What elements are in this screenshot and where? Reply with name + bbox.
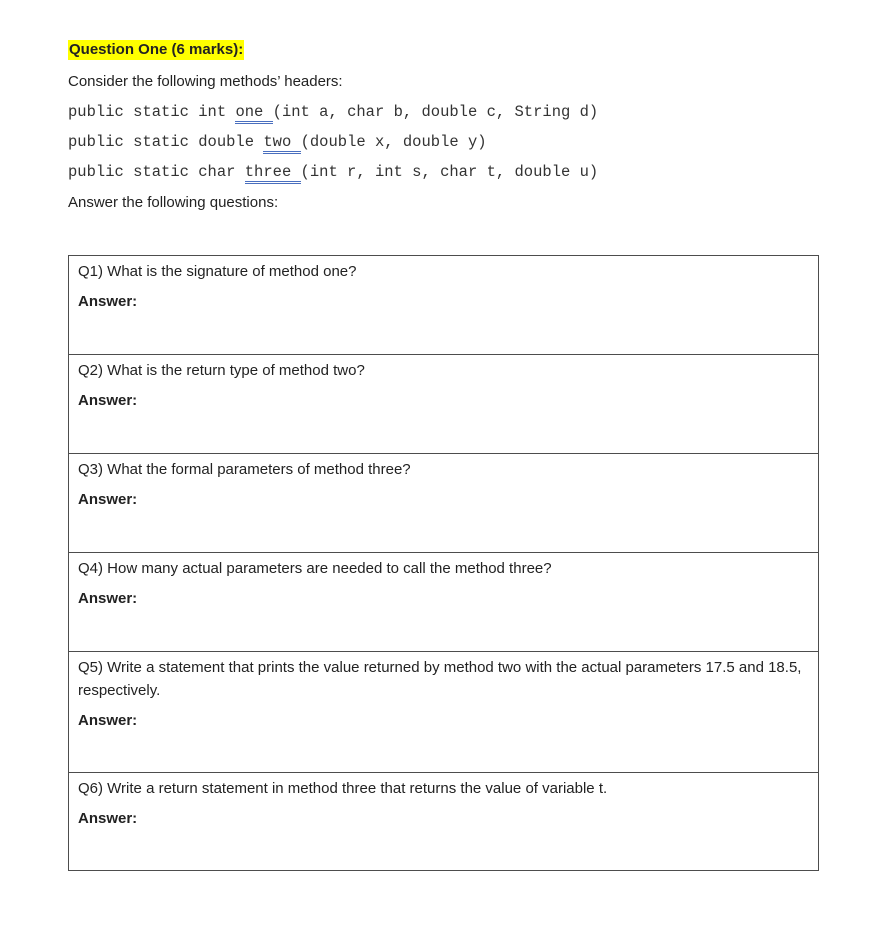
table-row: [69, 355, 819, 454]
question-text: Q1) What is the signature of method one?: [78, 263, 357, 280]
question-text: Q2) What is the return type of method two?: [78, 362, 365, 379]
questions-table: [68, 255, 819, 871]
table-row: [69, 256, 819, 355]
question-text: Q3) What the formal parameters of method three?: [78, 461, 411, 478]
document-page: [68, 40, 819, 827]
question-cell-2[interactable]: [69, 355, 819, 454]
table-row: [69, 773, 819, 871]
answer-label: Answer:: [78, 590, 138, 607]
question-cell-6[interactable]: [69, 773, 819, 871]
method-header-one: [68, 102, 819, 122]
method-params: (int a, char b, double c, String d): [272, 103, 599, 121]
table-row: [69, 553, 819, 652]
method-params: (int r, int s, char t, double u): [300, 163, 599, 181]
method-prefix: public static char: [68, 163, 245, 181]
method-name: one: [235, 103, 272, 124]
question-cell-1[interactable]: [69, 256, 819, 355]
answer-label: Answer:: [78, 712, 138, 729]
answer-label: Answer:: [78, 810, 138, 827]
method-header-two: [68, 132, 819, 152]
method-prefix: public static double: [68, 133, 264, 151]
intro-text: Consider the following methods’ headers:: [68, 73, 343, 90]
question-text: Q6) Write a return statement in method three that returns the value of variable t.: [78, 780, 608, 797]
instruction-text: Answer the following questions:: [68, 194, 279, 211]
method-name: two: [263, 133, 300, 154]
question-text: Q4) How many actual parameters are needed to call the method three?: [78, 560, 552, 577]
table-row: [69, 652, 819, 773]
question-cell-4[interactable]: [69, 553, 819, 652]
question-cell-5[interactable]: [69, 652, 819, 773]
method-prefix: public static int: [68, 103, 236, 121]
method-name: three: [245, 163, 301, 184]
answer-label: Answer:: [78, 293, 138, 310]
question-cell-3[interactable]: [69, 454, 819, 553]
table-row: [69, 454, 819, 553]
method-params: (double x, double y): [300, 133, 487, 151]
question-heading: Question One (6 marks):: [69, 41, 244, 58]
question-text: Q5) Write a statement that prints the value returned by method two with the actual parameters 17.5 and 18.5, respectively.: [78, 659, 802, 699]
answer-label: Answer:: [78, 392, 138, 409]
method-header-three: [68, 162, 819, 182]
answer-label: Answer:: [78, 491, 138, 508]
